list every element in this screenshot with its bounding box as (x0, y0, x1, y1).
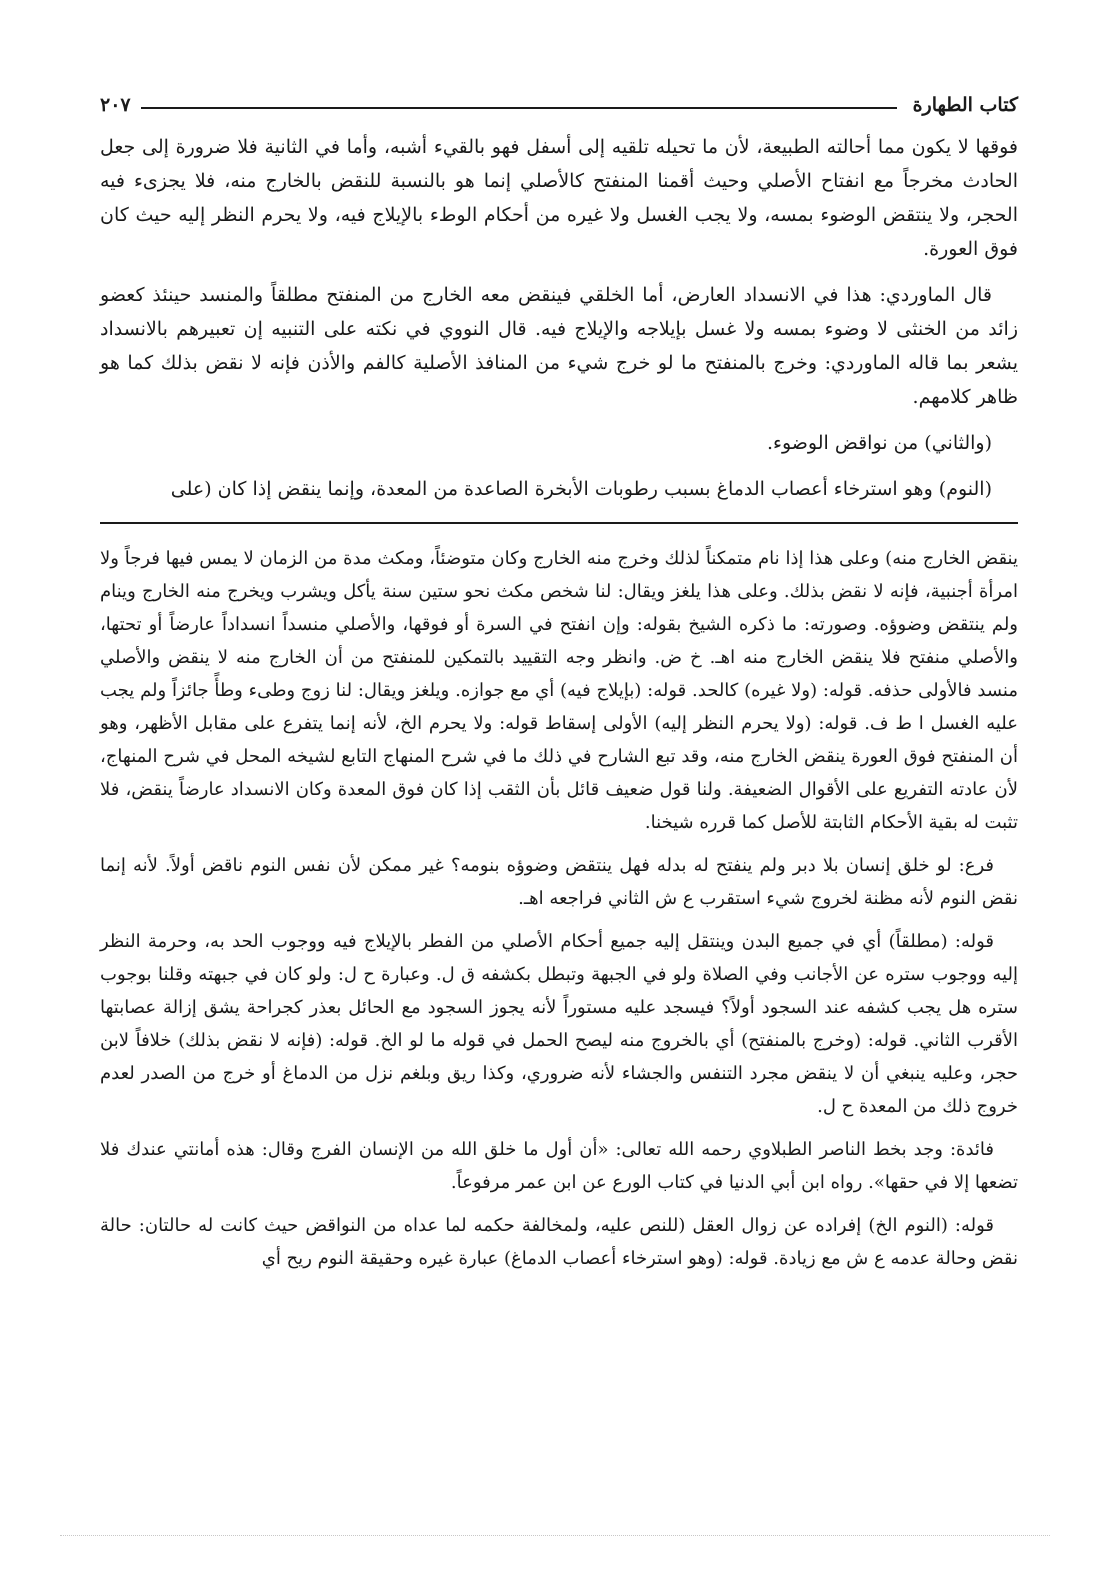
footnote-paragraph: فرع: لو خلق إنسان بلا دبر ولم ينفتح له بدله فهل ينتقض وضوؤه بنومه؟ غير ممكن لأن نفس النوم ناقض أولاً. لأنه إنما نقض النوم لأنه مظنة لخروج شيء استقرب ع ش الثاني فراجعه اهـ. (100, 855, 1018, 909)
footnote-paragraph: قوله: (النوم الخ) إفراده عن زوال العقل (للنص عليه، ولمخالفة حكمه لما عداه من النواقض حيث كانت له حالتان: حالة نقض وحالة عدمه ع ش مع زيادة. قوله: (وهو استرخاء أعصاب الدماغ) عبارة غيره وحقيقة النوم ريح أي (100, 1215, 1018, 1269)
scan-edge-artifact (60, 1535, 1050, 1556)
footnote-paragraph: قوله: (مطلقاً) أي في جميع البدن وينتقل إليه جميع أحكام الأصلي من الفطر بالإيلاج فيه ووجوب الحد به، وحرمة النظر إليه ووجوب ستره عن الأجانب وفي الصلاة ولو في الجبهة وتبطل بكشفه ق ل. وعبارة ح ل: ولو كان في جبهته وقلنا بوجوب ستره هل يجب كشفه عند السجود أولاً؟ فيسجد عليه مستوراً لأنه يجوز السجود مع الحائل بعذر كجراحة يشق إزالة عصابتها الأقرب الثاني. قوله: (وخرج بالمنفتح) أي بالخروج منه ليصح الحمل في قوله ما لو الخ. قوله: (فإنه لا نقض بذلك) خلافاً لابن حجر، وعليه ينبغي أن لا ينقض مجرد التنفس والجشاء لأنه ضروري، وكذا ريق وبلغم نزل من الدماغ أو خرج من الصدر لعدم خروج ذلك من المعدة ح ل. (100, 931, 1018, 1117)
footnotes (100, 542, 1018, 1275)
main-text (100, 130, 1018, 506)
footnote-paragraph: ينقض الخارج منه) وعلى هذا إذا نام متمكناً لذلك وخرج منه الخارج وكان متوضئاً، ومكث مدة من الزمان لا يمس فيها فرجاً ولا امرأة أجنبية، فإنه لا نقض بذلك. وعلى هذا يلغز ويقال: لنا شخص مكث نحو ستين سنة يأكل ويشرب ويخرج منه الخارج وينام ولم ينتقض وضوؤه. وصورته: ما ذكره الشيخ بقوله: وإن انفتح في السرة أو فوقها، والأصلي منسداً انسداداً عارضاً أو تحتها، والأصلي منفتح فلا ينقض الخارج منه اهـ. خ ض. وانظر وجه التقييد بالتمكين للمنفتح من أن الخارج منه لا ينقض والأصلي منسد فالأولى حذفه. قوله: (ولا غيره) كالحد. قوله: (بإيلاج فيه) أي مع جوازه. ويلغز ويقال: لنا زوج وطىء وطأً جائزاً ولم يجب عليه الغسل ا ط ف. قوله: (ولا يحرم النظر إليه) الأولى إسقاط قوله: ولا يحرم الخ، لأنه إنما يتفرع على مقابل الأظهر، وهو أن المنفتح فوق العورة ينقض الخارج منه، وقد تبع الشارح في ذلك ما في شرح المنهاج التابع لشيخه المحل في شرح المنهاج، لأن عادته التفريع على الأقوال الضعيفة. ولنا قول ضعيف قائل بأن الثقب إذا كان فوق المعدة وكان الانسداد عارضاً ينقض، فلا تثبت له بقية الأحكام الثابتة للأصل كما قرره شيخنا. (100, 548, 1018, 833)
footnote-paragraph: فائدة: وجد بخط الناصر الطبلاوي رحمه الله تعالى: «أن أول ما خلق الله من الإنسان الفرج وقال: هذه أمانتي عندك فلا تضعها إلا في حقها». رواه ابن أبي الدنيا في كتاب الورع عن ابن عمر مرفوعاً. (100, 1139, 1018, 1193)
running-header (100, 82, 1018, 116)
footnote-separator (100, 522, 1018, 524)
main-paragraph: فوقها لا يكون مما أحالته الطبيعة، لأن ما تحيله تلقيه إلى أسفل فهو بالقيء أشبه، وأما في الثانية فلا ضرورة إلى جعل الحادث مخرجاً مع انفتاح الأصلي وحيث أقمنا المنفتح كالأصلي إنما هو بالنسبة للنقض بالخارج منه، فلا يجزىء فيه الحجر، ولا ينتقض الوضوء بمسه، ولا يجب الغسل ولا غيره من أحكام الوطء بالإيلاج فيه، ولا يحرم النظر إليه حيث كان فوق العورة. (100, 136, 1018, 260)
header-rule (141, 107, 897, 109)
main-paragraph: قال الماوردي: هذا في الانسداد العارض، أما الخلقي فينقض معه الخارج من المنفتح مطلقاً والمنسد حينئذ كعضو زائد من الخنثى لا وضوء بمسه ولا غسل بإيلاجه والإيلاج فيه. قال النووي في نكته على التنبيه إن تعبيرهم بالانسداد يشعر بما قاله الماوردي: وخرج بالمنفتح ما لو خرج شيء من المنافذ الأصلية كالفم والأذن فإنه لا نقض بذلك كما هو ظاهر كلامهم. (100, 284, 1018, 408)
main-paragraph: (والثاني) من نواقض الوضوء. (766, 432, 992, 454)
main-paragraph: (النوم) وهو استرخاء أعصاب الدماغ بسبب رطوبات الأبخرة الصاعدة من المعدة، وإنما ينقض إذا كان (على (170, 478, 992, 500)
book-title: كتاب الطهارة (912, 94, 1018, 116)
page-number: ٢٠٧ (100, 94, 131, 116)
